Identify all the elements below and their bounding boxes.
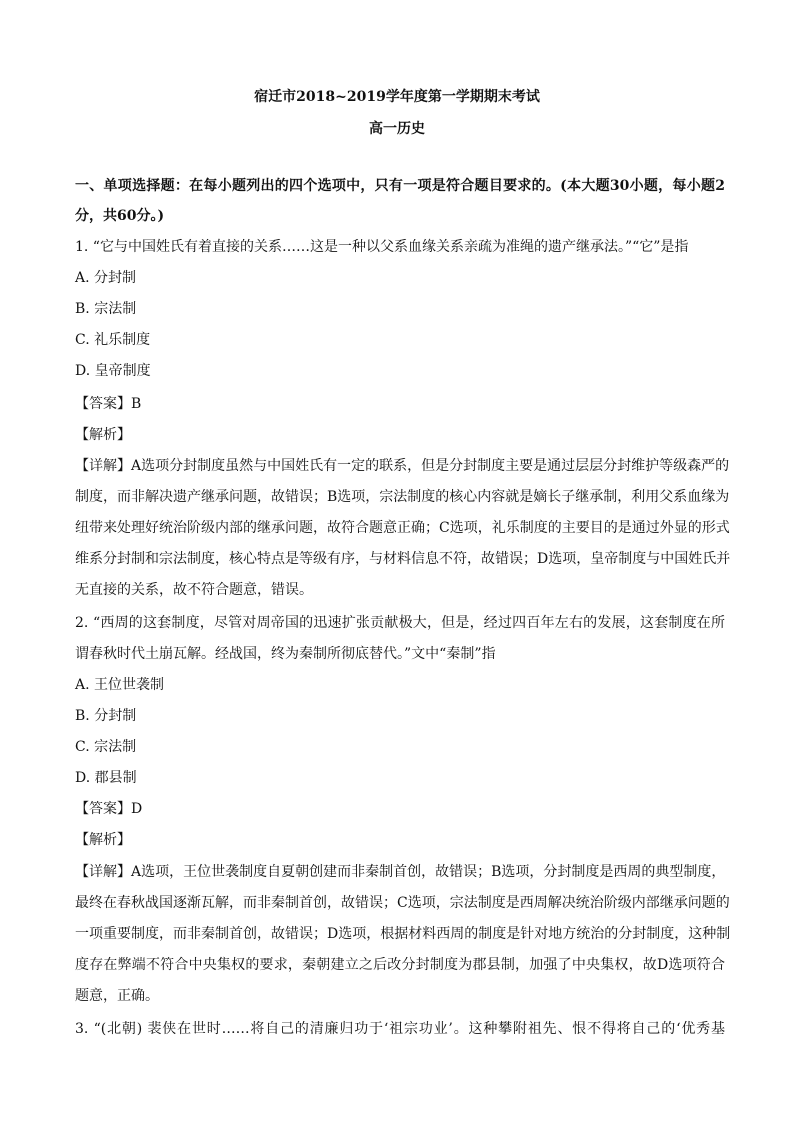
question-1-detail-line: 【详解】A选项分封制度虽然与中国姓氏有一定的联系，但是分封制度主要是通过层层分封维护等级森严的 xyxy=(75,458,730,474)
question-1-detail-line: 维系分封制和宗法制度，核心特点是等级有序，与材料信息不符，故错误；D选项，皇帝制度与中国姓氏并 xyxy=(75,551,731,567)
question-2-detail-line: 【详解】A选项，王位世袭制度自夏朝创建而非秦制首创，故错误；B选项，分封制度是西周的典型制度， xyxy=(75,864,726,880)
question-2-detail-line: 题意，正确。 xyxy=(75,988,159,1004)
question-2-stem-line1: 2. “西周的这套制度，尽管对周帝国的迅速扩张贡献极大，但是，经过四百年左右的发展，这套制度在所 xyxy=(75,615,725,631)
question-1-option-d: D. 皇帝制度 xyxy=(75,363,151,379)
question-2-option-c: C. 宗法制 xyxy=(75,739,137,755)
exam-subject: 高一历史 xyxy=(369,121,425,137)
question-2-stem-line2: 谓春秋时代土崩瓦解。经战国，终为秦制所彻底替代。”文中“秦制”指 xyxy=(75,646,496,662)
question-2-detail-line: 一项重要制度，而非秦制首创，故错误；D选项，根据材料西周的制度是针对地方统治的分封制度，这种制 xyxy=(75,926,731,942)
section-instruction-line1: 一、单项选择题：在每小题列出的四个选项中，只有一项是符合题目要求的。(本大题30小题，每小题2 xyxy=(75,178,725,194)
question-2-detail-line: 度存在弊端不符合中央集权的要求，秦朝建立之后改分封制度为郡县制，加强了中央集权，故D选项符合 xyxy=(75,957,725,973)
question-1-option-c: C. 礼乐制度 xyxy=(75,332,151,348)
question-2-analysis-label: 【解析】 xyxy=(75,832,131,848)
question-2-option-d: D. 郡县制 xyxy=(75,770,137,786)
question-1-detail-line: 制度，而非解决遗产继承问题，故错误；B选项，宗法制度的核心内容就是嫡长子继承制，利用父系血缘为 xyxy=(75,489,730,505)
question-2-answer: 【答案】D xyxy=(75,801,143,817)
question-1-answer: 【答案】B xyxy=(75,396,142,412)
question-2-option-b: B. 分封制 xyxy=(75,708,137,724)
question-2-option-a: A. 王位世袭制 xyxy=(75,677,165,693)
question-1-option-b: B. 宗法制 xyxy=(75,301,137,317)
question-1-analysis-label: 【解析】 xyxy=(75,427,131,443)
question-1-detail-line: 无直接的关系，故不符合题意，错误。 xyxy=(75,582,313,598)
section-instruction-line2: 分，共60分。) xyxy=(75,208,165,224)
question-1-option-a: A. 分封制 xyxy=(75,270,137,286)
question-1-stem: 1. “它与中国姓氏有着直接的关系……这是一种以父系血缘关系亲疏为准绳的遗产继承法。”“它”是指 xyxy=(75,239,689,255)
question-1-detail-line: 纽带来处理好统治阶级内部的继承问题，故符合题意正确；C选项，礼乐制度的主要目的是通过外显的形式 xyxy=(75,520,730,536)
exam-title: 宿迁市2018~2019学年度第一学期期末考试 xyxy=(254,89,540,105)
question-2-detail-line: 最终在春秋战国逐渐瓦解，而非秦制首创，故错误；C选项，宗法制度是西周解决统治阶级内部继承问题的 xyxy=(75,895,730,911)
question-3-stem: 3. “(北朝) 裴侠在世时……将自己的清廉归功于‘祖宗功业’。这种攀附祖先、恨不得将自己的‘优秀基 xyxy=(75,1021,725,1037)
